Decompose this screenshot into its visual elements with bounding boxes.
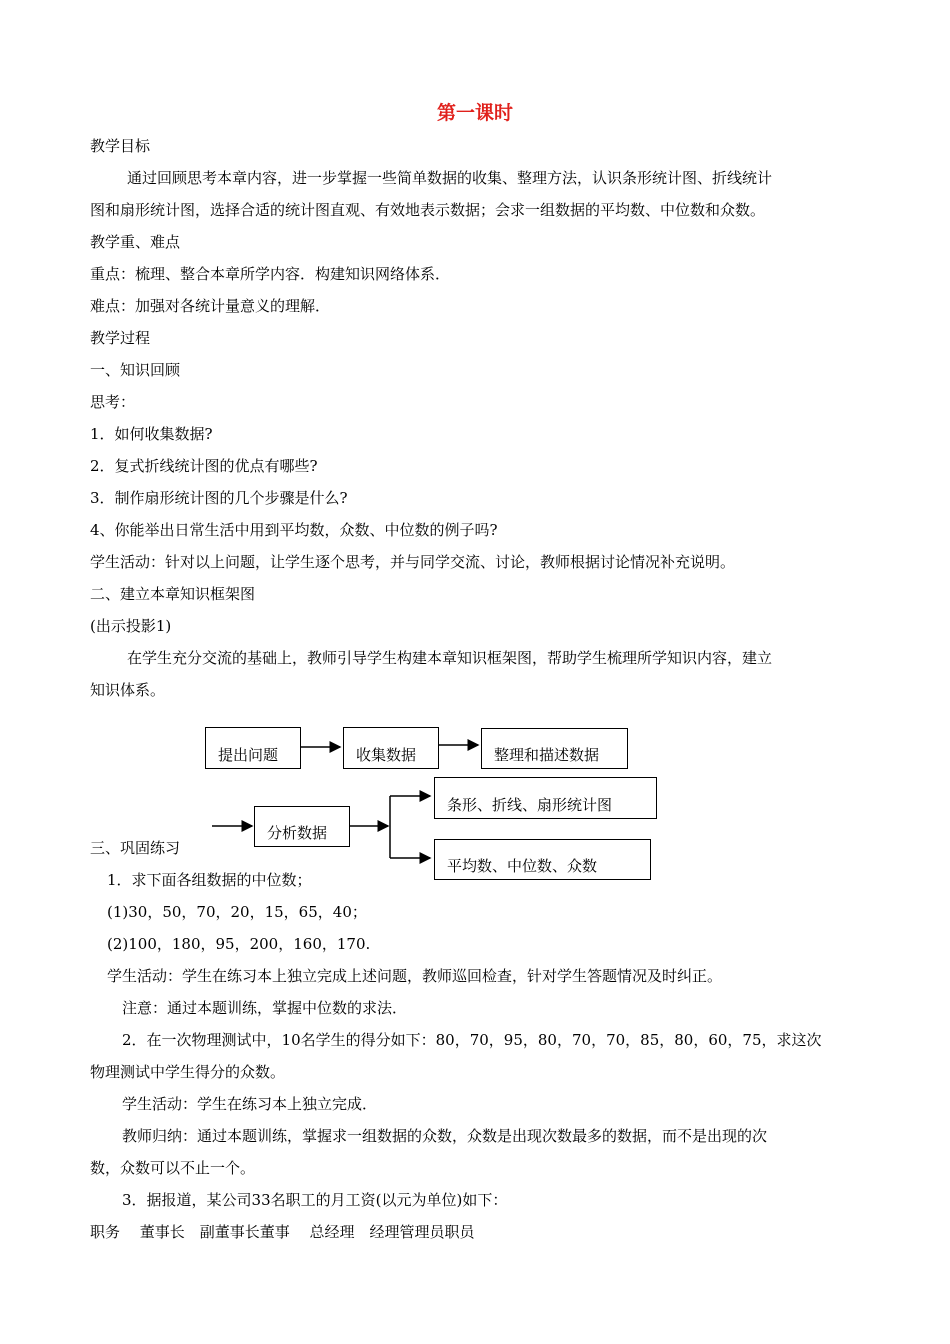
keypoints-heading: 教学重、难点 — [90, 233, 181, 251]
part1-heading: 一、知识回顾 — [90, 361, 181, 379]
salary-table-header: 职务 董事长 副董事长董事 总经理 经理管理员职员 — [90, 1223, 475, 1241]
box-chart-types-label: 条形、折线、扇形统计图 — [447, 796, 613, 814]
framework-text-line-1: 在学生充分交流的基础上，教师引导学生构建本章知识框架图，帮助学生梳理所学知识内容，建立 — [127, 649, 773, 667]
exercise-1-a: (1)30，50，70，20，15，65，40； — [107, 903, 367, 921]
page-title: 第一课时 — [436, 102, 513, 124]
exercise-1-b: (2)100，180，95，200，160，170. — [107, 935, 371, 953]
part2-heading: 二、建立本章知识框架图 — [90, 585, 256, 603]
box-statistics-label: 平均数、中位数、众数 — [447, 857, 598, 875]
teacher-summary-line-1: 教师归纳：通过本题训练，掌握求一组数据的众数，众数是出现次数最多的数据，而不是出现的次 — [122, 1127, 768, 1145]
question-2: 2．复式折线统计图的优点有哪些? — [90, 457, 318, 475]
box-analyze-data-label: 分析数据 — [267, 824, 328, 842]
goals-heading: 教学目标 — [90, 137, 151, 155]
key-point: 重点：梳理、整合本章所学内容．构建知识网络体系． — [90, 265, 451, 283]
box-organize-data-label: 整理和描述数据 — [494, 746, 600, 764]
think-label: 思考： — [90, 393, 136, 411]
exercise-2-line-1: 2．在一次物理测试中，10名学生的得分如下：80，70，95，80，70，70，85，80，60，75，求这次 — [122, 1031, 822, 1049]
question-1: 1．如何收集数据? — [90, 425, 213, 443]
goals-text-line-2: 图和扇形统计图，选择合适的统计图直观、有效地表示数据；会求一组数据的平均数、中位数和众数。 — [90, 201, 766, 219]
box-organize-data — [481, 728, 628, 769]
goals-text-line-1: 通过回顾思考本章内容，进一步掌握一些简单数据的收集、整理方法，认识条形统计图、折线统计 — [127, 169, 773, 187]
exercise-1: 1．求下面各组数据的中位数； — [107, 871, 312, 889]
part3-heading: 三、巩固练习 — [90, 839, 181, 857]
question-3: 3．制作扇形统计图的几个步骤是什么? — [90, 489, 348, 507]
box-ask-question-label: 提出问题 — [218, 746, 279, 764]
exercise-3: 3．据报道，某公司33名职工的月工资(以元为单位)如下： — [122, 1191, 508, 1209]
projection-note: (出示投影1) — [90, 617, 172, 635]
student-activity-2: 学生活动：学生在练习本上独立完成上述问题，教师巡回检查，针对学生答题情况及时纠正。 — [107, 967, 723, 985]
difficult-point: 难点：加强对各统计量意义的理解． — [90, 297, 331, 315]
box-statistics — [434, 839, 651, 880]
framework-text-line-2: 知识体系。 — [90, 681, 166, 699]
box-collect-data-label: 收集数据 — [356, 746, 417, 764]
note-1: 注意：通过本题训练，掌握中位数的求法． — [122, 999, 408, 1017]
exercise-2-line-2: 物理测试中学生得分的众数。 — [90, 1063, 286, 1081]
box-collect-data — [343, 727, 439, 769]
question-4: 4、你能举出日常生活中用到平均数，众数、中位数的例子吗? — [90, 521, 498, 539]
box-ask-question — [205, 727, 301, 769]
process-heading: 教学过程 — [90, 329, 151, 347]
teacher-summary-line-2: 数，众数可以不止一个。 — [90, 1159, 256, 1177]
student-activity-1: 学生活动：针对以上问题，让学生逐个思考，并与同学交流、讨论，教师根据讨论情况补充说明。 — [90, 553, 736, 571]
student-activity-3: 学生活动：学生在练习本上独立完成． — [122, 1095, 378, 1113]
box-chart-types — [434, 777, 657, 819]
box-analyze-data — [254, 806, 350, 847]
